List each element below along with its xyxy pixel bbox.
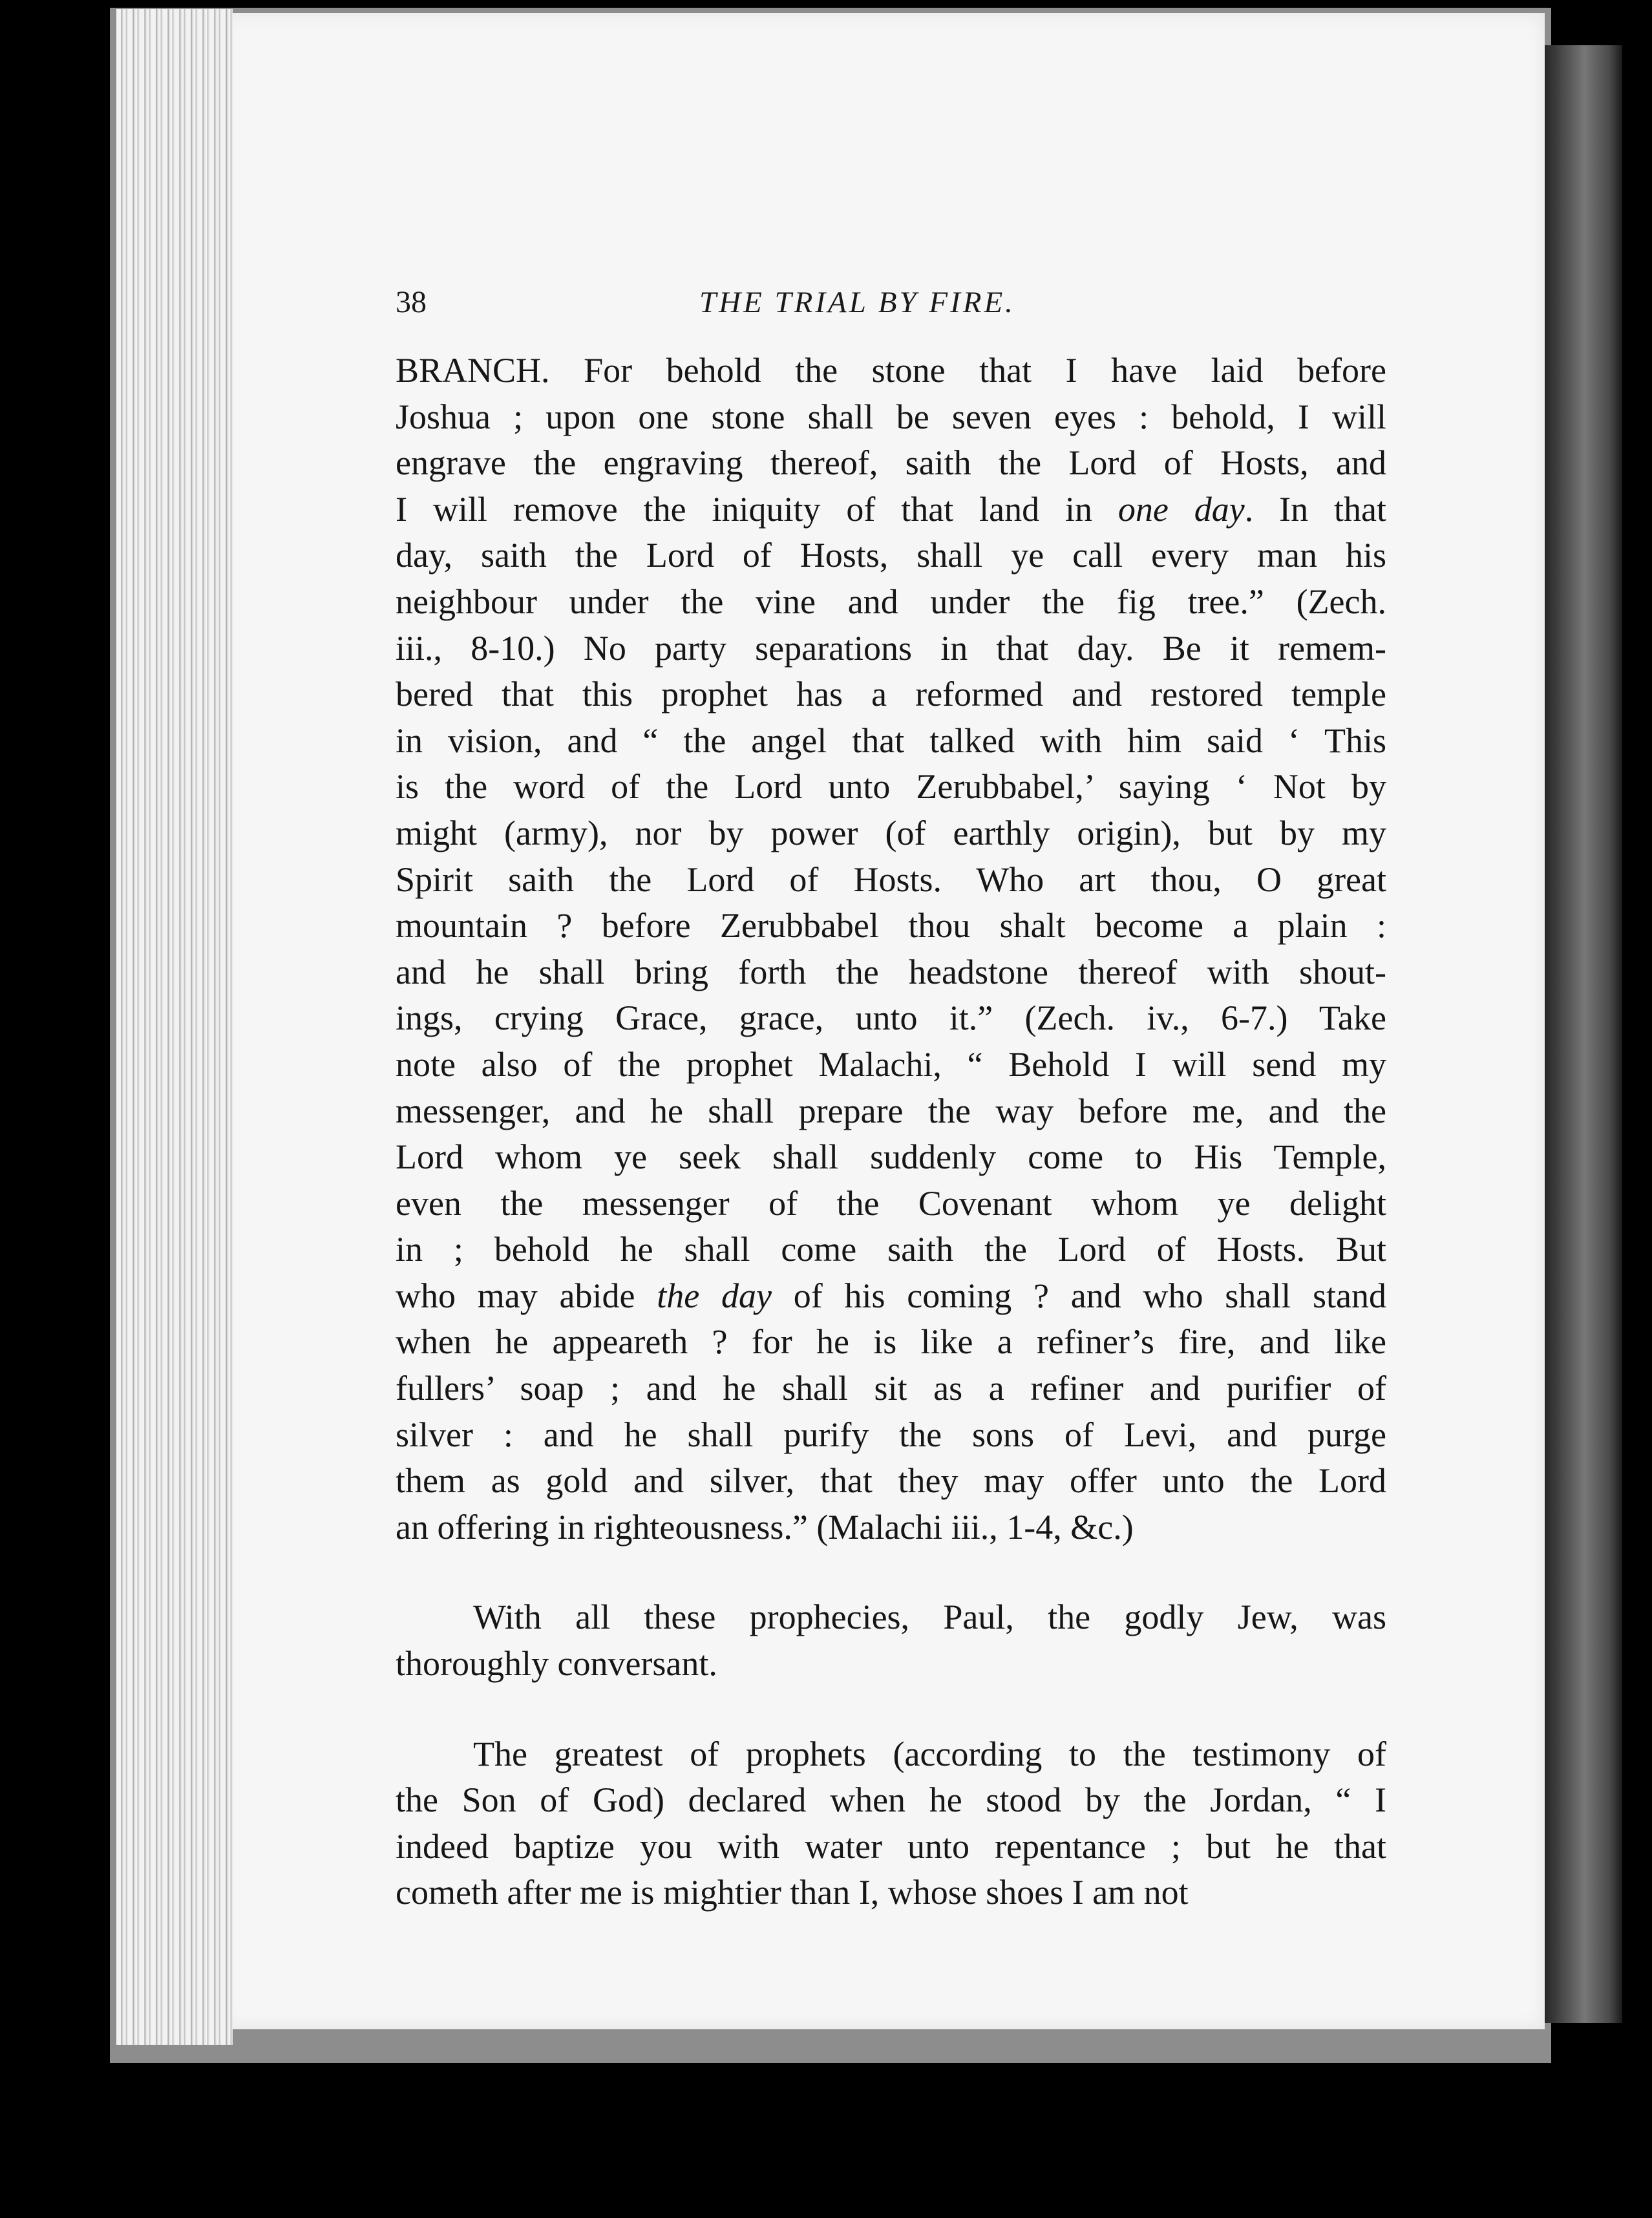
text-line: in vision, and “ the angel that talked with him said ‘ This bbox=[396, 721, 1386, 760]
page-header bbox=[396, 283, 1203, 322]
page-number: 38 bbox=[396, 285, 427, 319]
text-line: cometh after me is mightier than I, whose shoes I am not bbox=[396, 1873, 1189, 1912]
paragraph-1 bbox=[396, 348, 1386, 1550]
text-line: engrave the engraving thereof, saith the Lord of Hosts, and bbox=[396, 443, 1386, 483]
text-line: is the word of the Lord unto Zerubbabel,’ saying ‘ Not by bbox=[396, 767, 1386, 807]
text-line: indeed baptize you with water unto repentance ; but he that bbox=[396, 1826, 1386, 1866]
page-edges bbox=[116, 9, 233, 2045]
italic-phrase: the day bbox=[657, 1276, 772, 1315]
text-line: silver : and he shall purify the sons of Levi, and purge bbox=[396, 1415, 1386, 1454]
text-line: mountain ? before Zerubbabel thou shalt become a plain : bbox=[396, 906, 1386, 945]
text-line: and he shall bring forth the headstone thereof with shout- bbox=[396, 952, 1386, 991]
text-line: I will remove the iniquity of that land in one day. In that bbox=[396, 489, 1386, 529]
text-line: neighbour under the vine and under the fig tree.” (Zech. bbox=[396, 582, 1386, 621]
italic-phrase: one day bbox=[1117, 489, 1245, 529]
text-line: fullers’ soap ; and he shall sit as a refiner and purifier of bbox=[396, 1369, 1386, 1408]
paragraph-3 bbox=[396, 1731, 1386, 1916]
text-line: messenger, and he shall prepare the way before me, and the bbox=[396, 1091, 1386, 1130]
text-line: The greatest of prophets (according to the testimony of bbox=[473, 1734, 1386, 1773]
text-line: bered that this prophet has a reformed and restored temple bbox=[396, 675, 1386, 714]
running-head: THE TRIAL BY FIRE. bbox=[699, 286, 1015, 319]
text-line: BRANCH. For behold the stone that I have laid before bbox=[396, 351, 1386, 390]
text-line: note also of the prophet Malachi, “ Behold I will send my bbox=[396, 1044, 1386, 1084]
text-line: Lord whom ye seek shall suddenly come to His Temple, bbox=[396, 1137, 1386, 1177]
body-text bbox=[396, 348, 1386, 1916]
text-line: who may abide the day of his coming ? and who shall stand bbox=[396, 1276, 1386, 1315]
text-line: thoroughly conversant. bbox=[396, 1644, 717, 1684]
text-line: Spirit saith the Lord of Hosts. Who art thou, O great bbox=[396, 860, 1386, 899]
text-line: might (army), nor by power (of earthly origin), but by my bbox=[396, 813, 1386, 852]
text-line: iii., 8-10.) No party separations in that day. Be it remem- bbox=[396, 628, 1386, 668]
text-line: an offering in righteousness.” (Malachi iii., 1-4, &c.) bbox=[396, 1507, 1134, 1547]
paragraph-2 bbox=[396, 1594, 1386, 1687]
facing-page-shadow bbox=[1538, 45, 1622, 2023]
text-line: ings, crying Grace, grace, unto it.” (Zech. iv., 6-7.) Take bbox=[396, 998, 1386, 1038]
text-line: in ; behold he shall come saith the Lord of Hosts. But bbox=[396, 1230, 1386, 1269]
text-line: even the messenger of the Covenant whom ye delight bbox=[396, 1183, 1386, 1223]
text-line: Joshua ; upon one stone shall be seven eyes : behold, I will bbox=[396, 397, 1386, 436]
text-line: day, saith the Lord of Hosts, shall ye call every man his bbox=[396, 536, 1386, 575]
text-line: when he appeareth ? for he is like a refiner’s fire, and like bbox=[396, 1322, 1386, 1362]
text-line: the Son of God) declared when he stood by the Jordan, “ I bbox=[396, 1780, 1386, 1820]
text-line: them as gold and silver, that they may offer unto the Lord bbox=[396, 1461, 1386, 1501]
text-line: With all these prophecies, Paul, the godly Jew, was bbox=[473, 1598, 1386, 1637]
